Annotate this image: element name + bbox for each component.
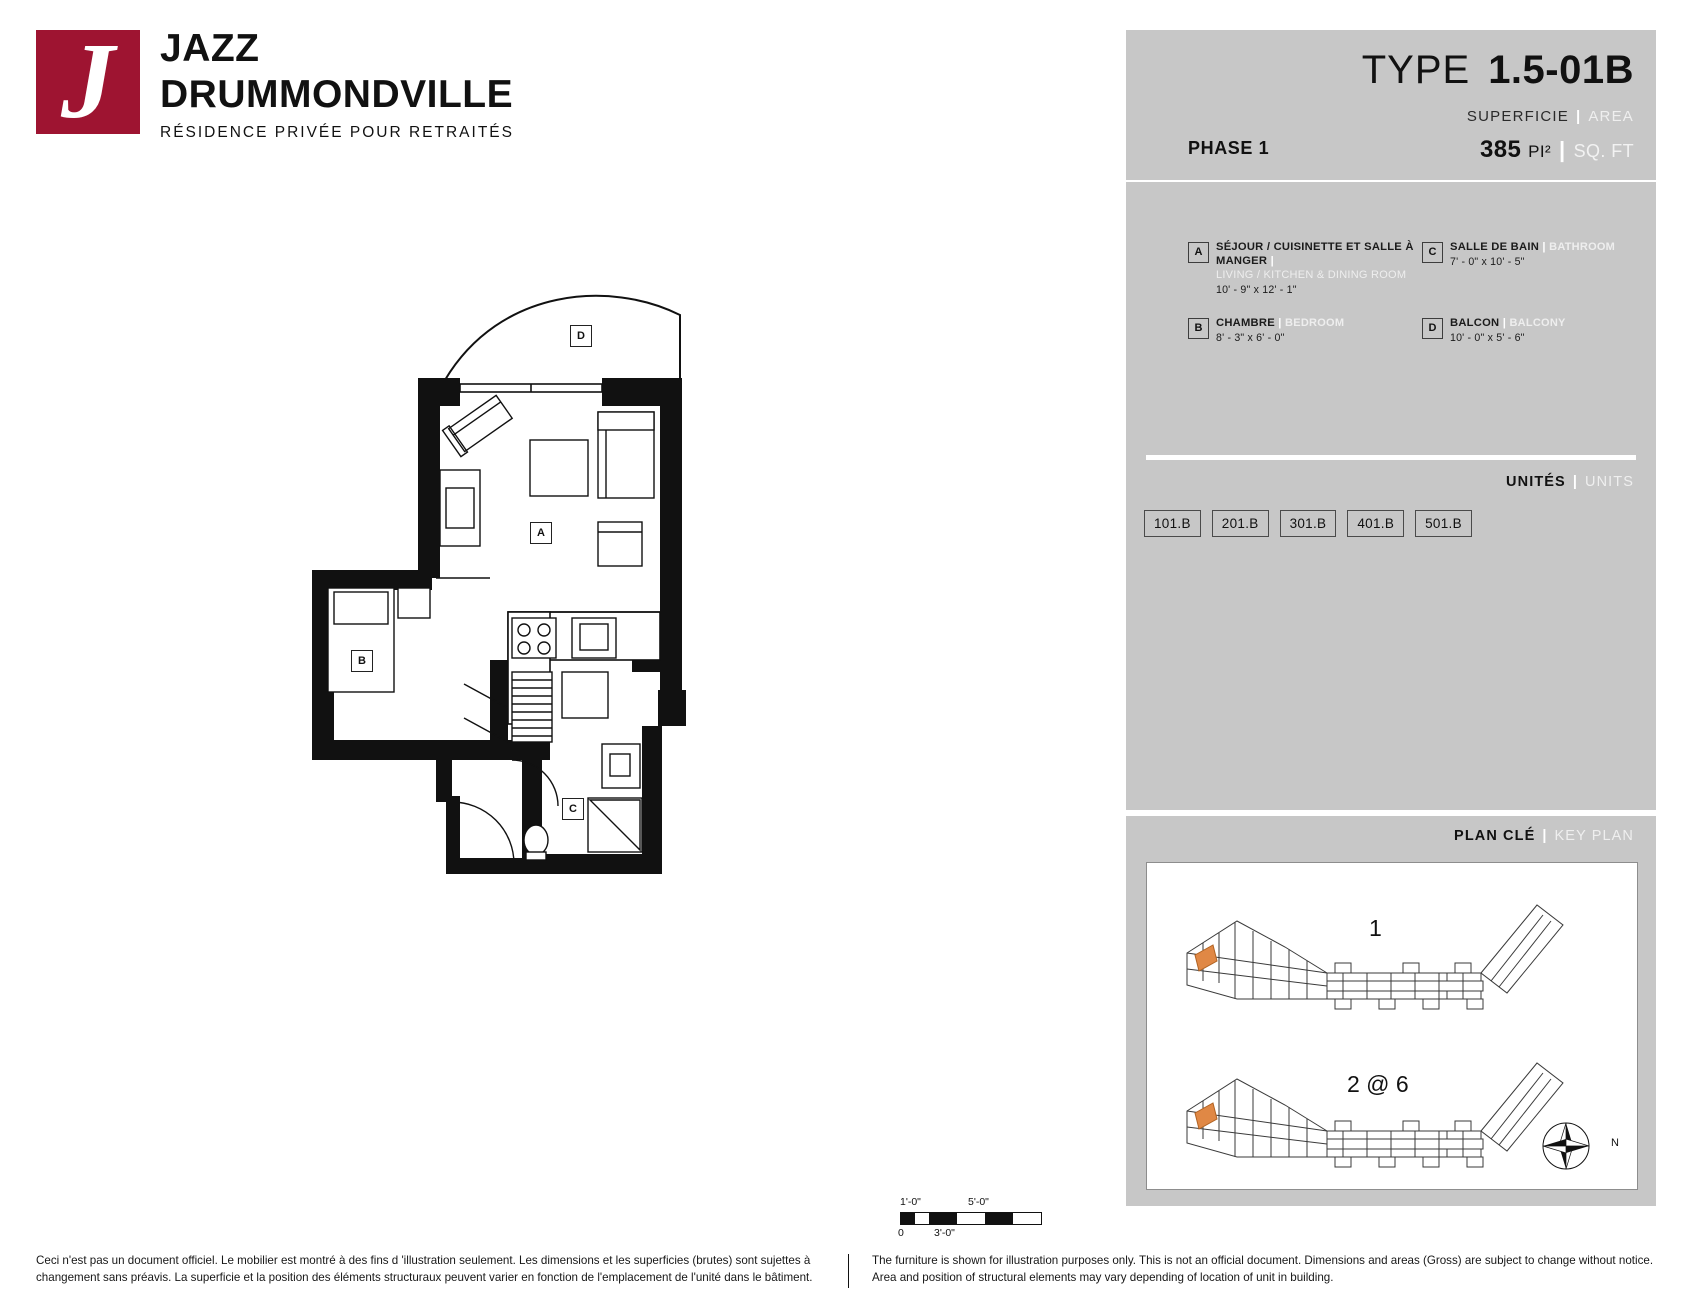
area-unit-en: SQ. FT	[1573, 141, 1634, 161]
logo-wordmark	[160, 26, 580, 142]
scale-segment	[901, 1213, 915, 1224]
room-legend	[1126, 180, 1656, 500]
legend-name-fr-c-text: SALLE DE BAIN	[1450, 241, 1540, 253]
legend-name-fr-b	[1216, 316, 1421, 330]
scale-segment	[915, 1213, 929, 1224]
scale-segment	[1013, 1213, 1039, 1224]
logo-line-1: JAZZ	[160, 27, 260, 70]
key-plan-label-building-2: 2 @ 6	[1347, 1071, 1409, 1097]
area-heading-fr: SUPERFICIE	[1466, 108, 1569, 125]
legend-badge-a: A	[1188, 242, 1209, 263]
scale-label-1ft: 1'-0"	[900, 1196, 921, 1208]
phase-label: PHASE 1	[1188, 138, 1270, 158]
unit-type-value: 1.5-01B	[1488, 48, 1634, 92]
unit-chip[interactable]: 401.B	[1347, 510, 1404, 537]
logo-mark	[36, 22, 140, 141]
key-plan-panel	[1126, 816, 1656, 1206]
plan-room-badge-d: D	[570, 325, 592, 347]
scale-label-5ft: 5'-0"	[968, 1196, 989, 1208]
area-heading	[1467, 108, 1634, 125]
info-panel-header	[1126, 30, 1656, 182]
key-plan-canvas	[1146, 862, 1638, 1190]
legend-dim-d: 10' - 0" x 5' - 6"	[1450, 332, 1525, 344]
units-heading-separator: |	[1572, 474, 1578, 490]
plan-room-badge-c: C	[562, 798, 584, 820]
legend-badge-d: D	[1422, 318, 1443, 339]
legend-name-fr-b-text: CHAMBRE	[1216, 317, 1275, 329]
legend-dim-c: 7' - 0" x 10' - 5"	[1450, 256, 1525, 268]
legend-name-fr-a-text: SÉJOUR / CUISINETTE ET SALLE À MANGER	[1216, 241, 1414, 267]
unit-chip[interactable]: 301.B	[1280, 510, 1337, 537]
legend-bar-c: |	[1539, 241, 1550, 253]
footer-disclaimer-en: The furniture is shown for illustration purposes only. This is not an official document. Dimensions and areas (Gross) are subject to change without notice. Area and position of structural elements may vary depending of location of unit in building.	[872, 1254, 1654, 1284]
scale-bar-graphic	[900, 1212, 1042, 1225]
divider	[1146, 455, 1636, 460]
legend-badge-c: C	[1422, 242, 1443, 263]
legend-dim-a: 10' - 9" x 12' - 1"	[1216, 284, 1297, 296]
legend-name-fr-d-text: BALCON	[1450, 317, 1500, 329]
key-plan-heading-fr: PLAN CLÉ	[1454, 828, 1536, 844]
footer-disclaimer-fr: Ceci n'est pas un document officiel. Le mobilier est montré à des fins d 'illustration seulement. Les dimensions et les superficies (brutes) sont sujettes à changement sans préavis. La superficie et la position des éléments structuraux peuvent varier en fonction de l'emplacement de l'unité dans le bâtiment.	[36, 1254, 813, 1284]
scale-segment	[957, 1213, 985, 1224]
compass-north-label: N	[1611, 1137, 1619, 1149]
unit-chip[interactable]: 501.B	[1415, 510, 1472, 537]
legend-name-en-c: BATHROOM	[1549, 241, 1616, 253]
logo	[36, 22, 576, 170]
scale-segment	[929, 1213, 957, 1224]
legend-dim-b: 8' - 3" x 6' - 0"	[1216, 332, 1285, 344]
key-plan-heading-en: KEY PLAN	[1554, 828, 1634, 844]
unit-chip[interactable]: 201.B	[1212, 510, 1269, 537]
legend-name-fr-a	[1216, 240, 1421, 268]
key-plan-heading	[1454, 828, 1634, 844]
unit-type-label: TYPE	[1361, 48, 1471, 92]
floor-plan-drawing	[250, 240, 1010, 920]
area-heading-en: AREA	[1588, 108, 1634, 125]
legend-name-en-b: BEDROOM	[1285, 317, 1345, 329]
area-unit-fr: PI²	[1528, 142, 1552, 161]
logo-tagline: RÉSIDENCE PRIVÉE POUR RETRAITÉS	[160, 124, 514, 141]
area-value-separator: |	[1559, 137, 1566, 162]
scale-bar	[900, 1196, 1060, 1246]
footer-divider	[848, 1254, 849, 1288]
floor-plan-svg	[250, 240, 1010, 920]
plan-room-badge-a: A	[530, 522, 552, 544]
plan-room-badge-b: B	[351, 650, 373, 672]
units-heading-en: UNITS	[1585, 474, 1634, 490]
footer	[0, 1252, 1690, 1306]
legend-name-fr-d	[1450, 316, 1655, 330]
info-panel	[1126, 30, 1656, 810]
unit-type	[1362, 48, 1634, 93]
legend-name-en-a: LIVING / KITCHEN & DINING ROOM	[1216, 269, 1407, 281]
units-heading	[1506, 474, 1634, 490]
scale-label-zero: 0	[898, 1227, 904, 1239]
key-plan-label-building-1: 1	[1369, 915, 1382, 941]
scale-segment	[985, 1213, 1013, 1224]
unit-chip[interactable]: 101.B	[1144, 510, 1201, 537]
area-value-row	[1480, 136, 1634, 164]
key-plan-heading-separator: |	[1542, 828, 1548, 844]
area-value: 385	[1480, 136, 1522, 163]
legend-bar-d: |	[1499, 317, 1510, 329]
logo-mark-letter: J	[61, 22, 115, 141]
units-heading-fr: UNITÉS	[1506, 474, 1566, 490]
legend-bar-a: |	[1267, 255, 1274, 267]
legend-name-fr-c	[1450, 240, 1655, 254]
legend-name-en-d: BALCONY	[1509, 317, 1566, 329]
legend-bar-b: |	[1274, 317, 1286, 329]
area-heading-separator: |	[1575, 108, 1582, 125]
compass	[1533, 1113, 1619, 1179]
units-list	[1144, 510, 1472, 537]
logo-line-2: DRUMMONDVILLE	[160, 73, 514, 116]
legend-badge-b: B	[1188, 318, 1209, 339]
scale-label-3ft: 3'-0"	[934, 1227, 955, 1239]
compass-rose-icon	[1533, 1113, 1599, 1179]
